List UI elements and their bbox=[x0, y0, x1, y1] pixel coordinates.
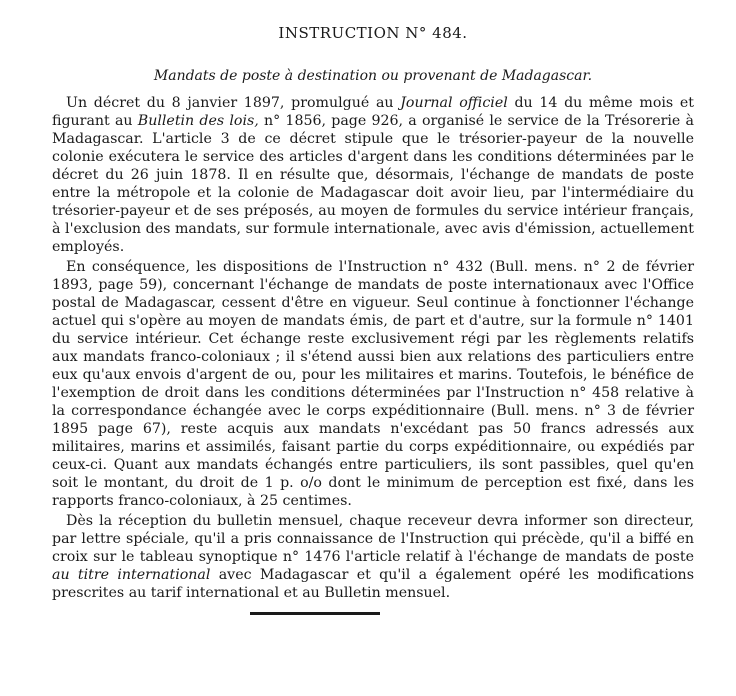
paragraph-1-text-a: Un décret du 8 janvier 1897, promulgué au bbox=[66, 95, 401, 111]
paragraph-1-text-c: n° 1856, page 926, a organisé le service de la Trésorerie à Madagascar. L'article 3 de ce décret stipule que le trésorier-payeur de la nouvelle colonie exécutera le service des articles d'argent dans les conditions déterminées par le décret du 26 juin 1878. Il en résulte que, désormais, l'échange de mandats de poste entre la métropole et la colonie de Madagascar doit avoir lieu, par l'intermédiaire du trésorier-payeur et de ses préposés, au moyen de formules du service intérieur français, à l'exclusion des mandats, sur formule internationale, avec avis d'émission, actuellement employés. bbox=[52, 113, 694, 255]
instruction-heading: INSTRUCTION N° 484. bbox=[278, 24, 468, 42]
document-page bbox=[52, 24, 694, 604]
titre-international-phrase: au titre international bbox=[52, 567, 211, 583]
paragraph-3-text-b: avec Madagascar et qu'il a également opéré les modifications prescrites au tarif international et au Bulletin mensuel. bbox=[52, 567, 694, 601]
paragraph-2: En conséquence, les dispositions de l'Instruction n° 432 (Bull. mens. n° 2 de février 1893, page 59), concernant l'échange de mandats de poste internationaux avec l'Office postal de Madagascar, cessent d'être en vigueur. Seul continue à fonctionner l'échange actuel qui s'opère au moyen de mandats émis, de part et d'autre, sur la formule n° 1401 du service intérieur. Cet échange reste exclusivement régi par les règlements relatifs aux mandats franco-coloniaux ; il s'étend aussi bien aux relations des particuliers entre eux qu'aux envois d'argent de ou, pour les militaires et marins. Toutefois, le bénéfice de l'exemption de droit dans les conditions déterminées par l'Instruction n° 458 relative à la correspondance échangée avec le corps expéditionnaire (Bull. mens. n° 3 de février 1895 page 67), reste acquis aux mandats n'excédant pas 50 francs adressés aux militaires, marins et assimilés, faisant partie du corps expéditionnaire, ou expédiés par ceux-ci. Quant aux mandats échangés entre particuliers, ils sont passibles, quel qu'en soit le montant, du droit de 1 p. o/o dont le minimum de perception est fixé, dans les rapports franco-coloniaux, à 25 centimes. bbox=[52, 259, 694, 509]
paragraph-1 bbox=[52, 94, 694, 256]
journal-officiel-title: Journal officiel bbox=[400, 95, 508, 111]
closing-rule bbox=[250, 612, 380, 615]
paragraph-1-text-b: du 14 du même mois et figurant au bbox=[52, 95, 694, 129]
bulletin-des-lois-title: Bulletin des lois, bbox=[137, 113, 259, 129]
paragraph-3 bbox=[52, 512, 694, 602]
paragraph-3-text-a: Dès la réception du bulletin mensuel, chaque receveur devra informer son directeur, par lettre spéciale, qu'il a pris connaissance de l'Instruction qui précède, qu'il a biffé en croix sur le tableau synoptique n° 1476 l'article relatif à l'échange de mandats de poste bbox=[52, 513, 694, 565]
document-subtitle: Mandats de poste à destination ou provenant de Madagascar. bbox=[153, 68, 593, 84]
